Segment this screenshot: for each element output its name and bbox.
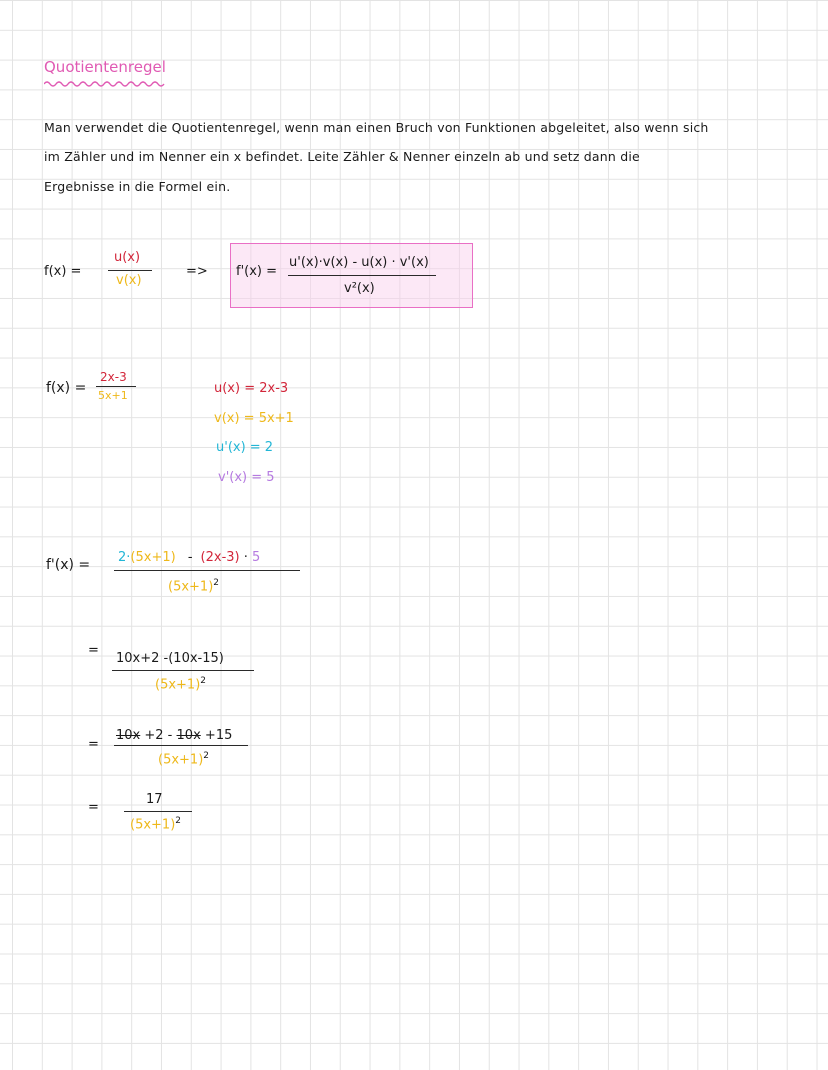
step1-minus: - [187,550,193,565]
step3-denominator [158,751,209,767]
derivative-numerator: u'(x)·v(x) - u(x) · v'(x) [289,255,429,270]
step2-denominator [155,676,206,692]
step1-denominator [168,578,219,594]
step4-denominator [130,816,181,832]
step1-numerator [118,550,260,565]
step2-exponent: 2 [200,676,207,686]
example-denominator: 5x+1 [98,389,128,402]
step3-exponent: 2 [203,751,210,761]
formula-numerator: u(x) [114,250,141,265]
step3-den: (5x+1) [158,752,204,768]
step2-den: (5x+1) [155,677,201,693]
formula-lhs: f(x) = [44,264,82,279]
step3-fraction-bar [114,745,248,746]
step4-numerator: 17 [146,792,163,807]
intro-line-3: Ergebnisse in die Formel ein. [44,179,231,194]
step1-exponent: 2 [213,578,220,588]
step4-fraction-bar [124,811,192,812]
step3-mid: +2 - [144,728,173,743]
u-definition: u(x) = 2x-3 [214,381,289,396]
formula-denominator: v(x) [116,273,142,288]
step1-du: 2· [118,550,131,565]
derivative-denominator: v²(x) [344,281,375,296]
step4-equals: = [88,800,99,815]
step1-dv: 5 [252,550,261,565]
formula-fraction-bar [108,270,152,271]
derivative-lhs: f'(x) = [236,264,278,279]
step3-numerator [116,728,232,743]
u-derivative: u'(x) = 2 [216,440,274,455]
step1-v: (5x+1) [130,550,176,565]
v-derivative: v'(x) = 5 [218,470,275,485]
page-title: Quotientenregel [44,58,166,76]
step4-exponent: 2 [175,816,182,826]
intro-line-2: im Zähler und im Nenner ein x befindet. Leite Zähler & Nenner einzeln ab und setz dann die [44,149,640,164]
v-definition: v(x) = 5x+1 [214,411,294,426]
title-underline [44,80,168,88]
intro-line-1: Man verwendet die Quotientenregel, wenn man einen Bruch von Funktionen abgeleitet, also wenn sich [44,120,709,135]
step3-cancel-a: 10x [116,728,141,743]
step2-numerator: 10x+2 -(10x-15) [116,651,224,666]
step1-u: (2x-3) [200,550,240,565]
step2-fraction-bar [112,670,254,671]
step1-fraction-bar [114,570,300,571]
implies-arrow: => [186,264,208,279]
step3-cancel-b: 10x [176,728,201,743]
derivative-fraction-bar [288,275,436,276]
example-fraction-bar [96,386,136,387]
step1-den: (5x+1) [168,579,214,595]
example-numerator: 2x-3 [100,370,127,384]
step4-den: (5x+1) [130,817,176,833]
step1-lhs: f'(x) = [46,557,91,573]
step1-dot: · [243,550,248,565]
example-lhs: f(x) = [46,380,87,396]
step3-equals: = [88,737,99,752]
step3-end: +15 [204,728,233,743]
step2-equals: = [88,643,99,658]
